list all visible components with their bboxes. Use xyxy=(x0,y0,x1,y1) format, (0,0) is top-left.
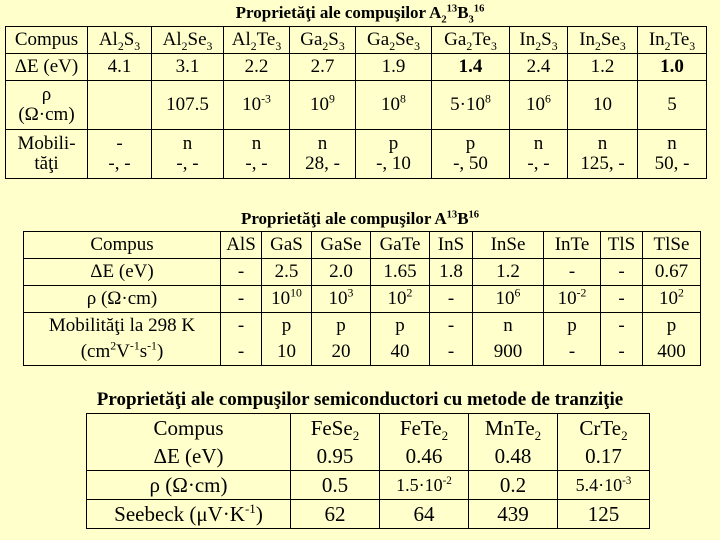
table2-cell: $10^6$ xyxy=(473,286,544,313)
table1-cell: ΔE (eV) xyxy=(6,54,88,81)
table3-cell: 62 xyxy=(291,500,380,529)
table2-header-cell: InSe xyxy=(473,232,544,259)
table3-cell: 0.5 xyxy=(291,471,380,500)
table2-mobility-value-row xyxy=(24,339,701,366)
table2-cell: - xyxy=(601,259,643,286)
table1-row-label: Mobili- tăţi xyxy=(6,130,88,179)
table1-resistivity-row xyxy=(6,81,707,130)
table2-cell: - xyxy=(430,339,473,366)
table2-cell: - xyxy=(430,313,473,340)
table1-cell: 107.5 xyxy=(152,81,224,130)
table2-cell: $10^3$ xyxy=(312,286,371,313)
table1-cell: 2.7 xyxy=(290,54,356,81)
table3-cell: 0.17 xyxy=(558,442,650,471)
table2-cell: p xyxy=(262,313,312,340)
table1-cell: - -, - xyxy=(88,130,152,179)
table3-row-label: Seebeck $(\mu V\cdot K^{-1})$ xyxy=(87,500,291,529)
table2-cell: 40 xyxy=(371,339,430,366)
table2-cell: 1.65 xyxy=(371,259,430,286)
table3-title: Proprietăţi ale compuşilor semiconductori cu metode de tranziţie xyxy=(96,389,624,410)
table1-header-cell: $Ga_2Se_3$ xyxy=(356,27,432,54)
table3-cell: 0.2 xyxy=(469,471,558,500)
table2-row-label: Mobilităţi la 298 K xyxy=(24,313,221,340)
table2-cell: - xyxy=(601,339,643,366)
table3-header-cell: FeSe$_2$ xyxy=(291,414,380,443)
table2-cell: 2.5 xyxy=(262,259,312,286)
table3-cell: $1.5\cdot 10^{-2}$ xyxy=(380,471,469,500)
table2-mobility-type-row xyxy=(24,313,701,340)
table2-cell: 400 xyxy=(643,339,701,366)
table3-header-cell: FeTe$_2$ xyxy=(380,414,469,443)
table3-header-cell: CrTe$_2$ xyxy=(558,414,650,443)
table1-cell: 2.2 xyxy=(224,54,290,81)
table2-cell: 900 xyxy=(473,339,544,366)
table2-cell: - xyxy=(430,286,473,313)
table1-cell: n -, - xyxy=(224,130,290,179)
table2-title: Proprietăţi ale compuşilor $A^{13}B^{16}$ xyxy=(240,209,480,228)
table1-cell: 5 xyxy=(638,81,707,130)
table2-cell: p xyxy=(643,313,701,340)
table2-header-cell: GaS xyxy=(262,232,312,259)
table3-cell: $5.4\cdot 10^{-3}$ xyxy=(558,471,650,500)
table3-cell: 64 xyxy=(380,500,469,529)
table2-cell: p xyxy=(371,313,430,340)
table2-cell: ΔE (eV) xyxy=(24,259,221,286)
table1-properties-a2b3 xyxy=(5,26,707,179)
table2-cell: p xyxy=(544,313,601,340)
table2-cell: $10^{-2}$ xyxy=(544,286,601,313)
table2-cell: p xyxy=(312,313,371,340)
table1-header-cell: $Al_2Se_3$ xyxy=(152,27,224,54)
table3-cell: 439 xyxy=(469,500,558,529)
table2-cell: - xyxy=(544,259,601,286)
table2-cell: 0.67 xyxy=(643,259,701,286)
table2-header-cell: InS xyxy=(430,232,473,259)
table2-resistivity-row xyxy=(24,286,701,313)
table1-cell: 10 xyxy=(568,81,638,130)
table1-header-cell: $Al_2S_3$ xyxy=(88,27,152,54)
table2-header-cell: GaSe xyxy=(312,232,371,259)
table1-cell: 2.4 xyxy=(510,54,568,81)
table2-cell: 20 xyxy=(312,339,371,366)
table1-header-cell: $In_2Te_3$ xyxy=(638,27,707,54)
table1-cell: $10^{-3}$ xyxy=(224,81,290,130)
table1-cell: p -, 50 xyxy=(432,130,510,179)
table1-cell: p -, 10 xyxy=(356,130,432,179)
table2-cell: - xyxy=(221,286,262,313)
table3-cell: ΔE (eV) xyxy=(87,442,291,471)
table1-cell: 1.2 xyxy=(568,54,638,81)
table1-cell: $10^9$ xyxy=(290,81,356,130)
table2-cell: $10^2$ xyxy=(371,286,430,313)
table2-bandgap-row xyxy=(24,259,701,286)
table1-header-cell: $In_2Se_3$ xyxy=(568,27,638,54)
table2-cell: 1.2 xyxy=(473,259,544,286)
table3-cell: ρ (Ω·cm) xyxy=(87,471,291,500)
table1-cell: n 50, - xyxy=(638,130,707,179)
table1-cell: n -, - xyxy=(152,130,224,179)
table2-cell: n xyxy=(473,313,544,340)
table3-header-row xyxy=(87,414,650,443)
table2-cell: $10^2$ xyxy=(643,286,701,313)
table1-cell: 3.1 xyxy=(152,54,224,81)
table2-header-row xyxy=(24,232,701,259)
table1-mobility-row xyxy=(6,130,707,179)
table2-header-cell: TlSe xyxy=(643,232,701,259)
table2-cell: - xyxy=(601,286,643,313)
table3-seebeck-row xyxy=(87,500,650,529)
table1-cell: $10^6$ xyxy=(510,81,568,130)
table3-cell: 0.46 xyxy=(380,442,469,471)
table2-header-cell: AlS xyxy=(221,232,262,259)
table2-row-label: $(cm^2V^{-1}s^{-1})$ xyxy=(24,339,221,366)
table3-transition-compounds xyxy=(86,413,650,529)
table1-cell: n 125, - xyxy=(568,130,638,179)
table1-cell: $5\cdot 10^8$ xyxy=(432,81,510,130)
table1-title: Proprietăţi ale compuşilor $A_2^{13}B_3^{16}$ xyxy=(235,3,485,26)
table3-header-cell: MnTe$_2$ xyxy=(469,414,558,443)
table1-cell: n -, - xyxy=(510,130,568,179)
table1-header-cell: $Ga_2Te_3$ xyxy=(432,27,510,54)
table3-resistivity-row xyxy=(87,471,650,500)
table1-header-row xyxy=(6,27,707,54)
table2-properties-ab xyxy=(23,231,701,366)
table3-cell: 0.48 xyxy=(469,442,558,471)
table2-cell: ρ (Ω·cm) xyxy=(24,286,221,313)
table1-cell: 1.9 xyxy=(356,54,432,81)
table2-cell: 2.0 xyxy=(312,259,371,286)
table2-header-cell: TlS xyxy=(601,232,643,259)
table2-cell: - xyxy=(221,339,262,366)
table2-cell: - xyxy=(221,259,262,286)
table1-cell: n 28, - xyxy=(290,130,356,179)
table3-cell: 125 xyxy=(558,500,650,529)
table2-cell: - xyxy=(544,339,601,366)
table1-row-label: ρ (Ω·cm) xyxy=(6,81,88,130)
table1-cell: 1.4 xyxy=(432,54,510,81)
table1-cell: $10^8$ xyxy=(356,81,432,130)
table2-cell: $10^{10}$ xyxy=(262,286,312,313)
table3-bandgap-row xyxy=(87,442,650,471)
table1-bandgap-row xyxy=(6,54,707,81)
table2-cell: 1.8 xyxy=(430,259,473,286)
table2-cell: - xyxy=(221,313,262,340)
table2-cell: - xyxy=(601,313,643,340)
table1-cell: 1.0 xyxy=(638,54,707,81)
table3-cell: 0.95 xyxy=(291,442,380,471)
table1-cell xyxy=(88,81,152,130)
table2-cell: 10 xyxy=(262,339,312,366)
table1-header-cell: $Al_2Te_3$ xyxy=(224,27,290,54)
table1-header-cell: $In_2S_3$ xyxy=(510,27,568,54)
table2-header-cell: Compus xyxy=(24,232,221,259)
table1-cell: 4.1 xyxy=(88,54,152,81)
table1-header-cell: Compus xyxy=(6,27,88,54)
table1-header-cell: $Ga_2S_3$ xyxy=(290,27,356,54)
table2-header-cell: InTe xyxy=(544,232,601,259)
table2-header-cell: GaTe xyxy=(371,232,430,259)
table3-header-cell: Compus xyxy=(87,414,291,443)
